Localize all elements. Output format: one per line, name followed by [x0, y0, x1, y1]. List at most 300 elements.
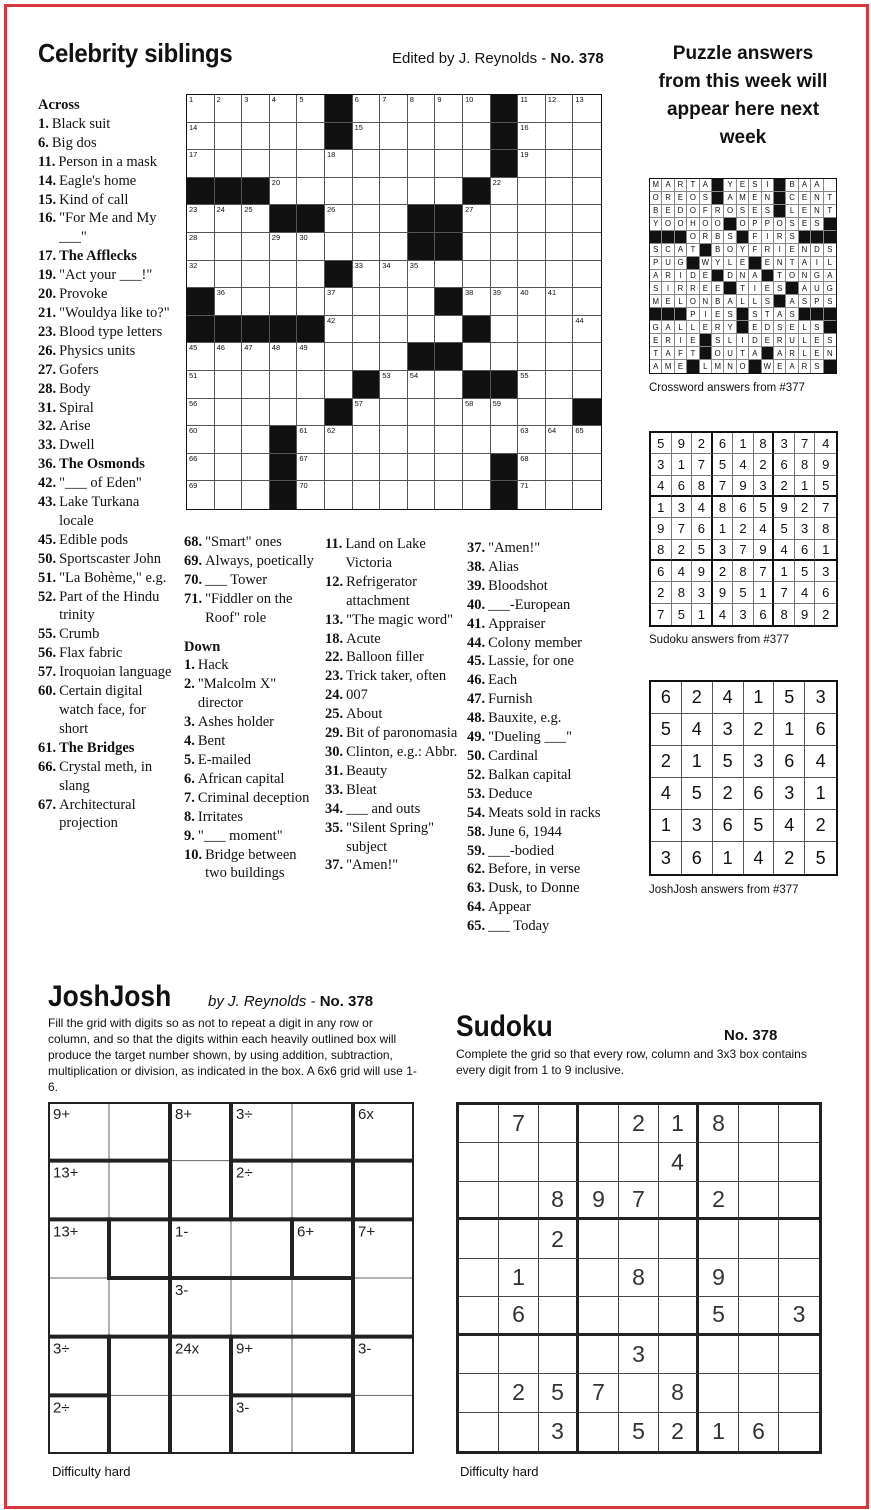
crossword-cell[interactable]: [297, 399, 325, 427]
crossword-cell[interactable]: [573, 261, 601, 289]
crossword-cell[interactable]: [215, 95, 243, 123]
crossword-cell[interactable]: [491, 261, 519, 289]
sudoku-empty-cell[interactable]: [459, 1374, 499, 1412]
crossword-cell[interactable]: [546, 95, 574, 123]
crossword-cell[interactable]: [573, 371, 601, 399]
crossword-cell[interactable]: [270, 371, 298, 399]
sudoku-empty-cell[interactable]: [739, 1297, 779, 1335]
crossword-cell[interactable]: [325, 205, 353, 233]
crossword-cell[interactable]: [463, 454, 491, 482]
sudoku-given-cell[interactable]: 5: [619, 1413, 659, 1451]
crossword-cell[interactable]: [242, 426, 270, 454]
sudoku-given-cell[interactable]: 2: [699, 1182, 739, 1220]
crossword-cell[interactable]: [573, 178, 601, 206]
crossword-cell[interactable]: [380, 261, 408, 289]
crossword-cell[interactable]: [408, 454, 436, 482]
crossword-cell[interactable]: [297, 150, 325, 178]
sudoku-empty-cell[interactable]: [499, 1336, 539, 1374]
clue-number: 4.: [184, 733, 195, 750]
crossword-cell[interactable]: [325, 481, 353, 509]
crossword-cell[interactable]: [518, 371, 546, 399]
sudoku-grid[interactable]: [456, 1102, 822, 1454]
crossword-cell[interactable]: [353, 178, 381, 206]
sudoku-empty-cell[interactable]: [779, 1336, 819, 1374]
sudoku-empty-cell[interactable]: [779, 1374, 819, 1412]
sudoku-empty-cell[interactable]: [739, 1336, 779, 1374]
crossword-cell[interactable]: [380, 123, 408, 151]
joshjosh-grid[interactable]: [48, 1102, 414, 1454]
crossword-cell[interactable]: [242, 399, 270, 427]
crossword-cell[interactable]: [353, 288, 381, 316]
crossword-cell[interactable]: [435, 399, 463, 427]
crossword-cell[interactable]: [242, 261, 270, 289]
sudoku-empty-cell[interactable]: [539, 1105, 579, 1143]
crossword-cell[interactable]: [215, 150, 243, 178]
crossword-cell[interactable]: [518, 150, 546, 178]
crossword-cell[interactable]: [435, 95, 463, 123]
crossword-cell[interactable]: [546, 288, 574, 316]
crossword-cell[interactable]: [463, 481, 491, 509]
crossword-cell[interactable]: [242, 205, 270, 233]
sudoku-given-cell[interactable]: 4: [659, 1143, 699, 1181]
sudoku-given-cell[interactable]: 7: [579, 1374, 619, 1412]
clue-item: [184, 732, 320, 751]
answer-cell: N: [762, 192, 774, 205]
crossword-cell[interactable]: [408, 316, 436, 344]
crossword-cell[interactable]: [573, 123, 601, 151]
clue-number: 20: [271, 177, 281, 187]
sudoku-empty-cell[interactable]: [699, 1374, 739, 1412]
crossword-cell[interactable]: [491, 233, 519, 261]
crossword-cell[interactable]: [353, 426, 381, 454]
crossword-cell[interactable]: [215, 288, 243, 316]
crossword-cell[interactable]: [270, 399, 298, 427]
sudoku-given-cell[interactable]: 8: [619, 1259, 659, 1297]
crossword-cell[interactable]: [491, 205, 519, 233]
sudoku-given-cell[interactable]: 1: [499, 1259, 539, 1297]
sudoku-given-cell[interactable]: 6: [739, 1413, 779, 1451]
sudoku-empty-cell[interactable]: [459, 1259, 499, 1297]
clue-number: 54: [409, 371, 419, 380]
crossword-cell[interactable]: [297, 343, 325, 371]
crossword-cell[interactable]: [518, 233, 546, 261]
crossword-cell[interactable]: [297, 288, 325, 316]
sudoku-given-cell[interactable]: 8: [659, 1374, 699, 1412]
crossword-cell[interactable]: [435, 150, 463, 178]
crossword-cell[interactable]: [546, 178, 574, 206]
sudoku-given-cell[interactable]: 5: [699, 1297, 739, 1335]
crossword-cell[interactable]: [408, 178, 436, 206]
crossword-cell[interactable]: [546, 316, 574, 344]
crossword-cell[interactable]: [270, 261, 298, 289]
crossword-cell[interactable]: [325, 233, 353, 261]
crossword-cell[interactable]: [187, 343, 215, 371]
sudoku-given-cell[interactable]: 8: [699, 1105, 739, 1143]
crossword-cell[interactable]: [215, 205, 243, 233]
clue-number: 69.: [184, 552, 203, 569]
sudoku-empty-cell[interactable]: [579, 1413, 619, 1451]
crossword-cell[interactable]: [297, 371, 325, 399]
crossword-cell[interactable]: [463, 95, 491, 123]
crossword-cell[interactable]: [463, 233, 491, 261]
crossword-cell[interactable]: [325, 454, 353, 482]
sudoku-answer-cell: 5: [774, 518, 795, 539]
sudoku-empty-cell[interactable]: [619, 1143, 659, 1181]
crossword-cell[interactable]: [573, 233, 601, 261]
crossword-cell[interactable]: [380, 316, 408, 344]
crossword-cell[interactable]: [463, 261, 491, 289]
crossword-cell[interactable]: [546, 205, 574, 233]
crossword-cell[interactable]: [518, 288, 546, 316]
crossword-cell[interactable]: [380, 205, 408, 233]
crossword-cell[interactable]: [325, 371, 353, 399]
crossword-cell[interactable]: [491, 288, 519, 316]
crossword-cell[interactable]: [242, 481, 270, 509]
sudoku-given-cell[interactable]: 7: [619, 1182, 659, 1220]
crossword-cell[interactable]: [270, 150, 298, 178]
crossword-cell[interactable]: [215, 481, 243, 509]
crossword-cell[interactable]: [325, 178, 353, 206]
clue-number: 14.: [38, 172, 57, 189]
crossword-cell[interactable]: [187, 233, 215, 261]
sudoku-empty-cell[interactable]: [539, 1259, 579, 1297]
crossword-cell[interactable]: [435, 261, 463, 289]
sudoku-empty-cell[interactable]: [779, 1413, 819, 1451]
crossword-cell[interactable]: [573, 454, 601, 482]
crossword-cell[interactable]: [187, 205, 215, 233]
crossword-cell[interactable]: [380, 178, 408, 206]
crossword-cell[interactable]: [187, 123, 215, 151]
sudoku-given-cell[interactable]: 8: [539, 1182, 579, 1220]
crossword-cell[interactable]: [435, 316, 463, 344]
crossword-cell[interactable]: [215, 454, 243, 482]
sudoku-empty-cell[interactable]: [499, 1220, 539, 1258]
crossword-cell[interactable]: [435, 454, 463, 482]
crossword-cell[interactable]: [297, 178, 325, 206]
crossword-cell[interactable]: [546, 343, 574, 371]
sudoku-empty-cell[interactable]: [579, 1259, 619, 1297]
sudoku-empty-cell[interactable]: [499, 1143, 539, 1181]
crossword-cell[interactable]: [325, 316, 353, 344]
sudoku-empty-cell[interactable]: [699, 1220, 739, 1258]
sudoku-empty-cell[interactable]: [499, 1413, 539, 1451]
sudoku-given-cell[interactable]: 1: [659, 1105, 699, 1143]
crossword-cell[interactable]: [353, 95, 381, 123]
sudoku-empty-cell[interactable]: [779, 1220, 819, 1258]
crossword-cell[interactable]: [325, 343, 353, 371]
sudoku-empty-cell[interactable]: [779, 1259, 819, 1297]
joshjosh-answer-cell: 6: [682, 842, 713, 874]
crossword-cell[interactable]: [435, 481, 463, 509]
crossword-cell[interactable]: [353, 205, 381, 233]
sudoku-empty-cell[interactable]: [739, 1259, 779, 1297]
crossword-cell[interactable]: [408, 288, 436, 316]
crossword-cell[interactable]: [518, 123, 546, 151]
crossword-cell[interactable]: [187, 150, 215, 178]
crossword-cell[interactable]: [242, 454, 270, 482]
crossword-cell[interactable]: [573, 150, 601, 178]
black-square: [700, 347, 712, 360]
clue-text: Lassie, for one: [488, 653, 574, 670]
crossword-cell[interactable]: [573, 205, 601, 233]
crossword-cell[interactable]: [463, 343, 491, 371]
sudoku-empty-cell[interactable]: [459, 1220, 499, 1258]
sudoku-empty-cell[interactable]: [739, 1143, 779, 1181]
sudoku-empty-cell[interactable]: [739, 1374, 779, 1412]
sudoku-given-cell[interactable]: 7: [499, 1105, 539, 1143]
crossword-cell[interactable]: [215, 123, 243, 151]
crossword-cell[interactable]: [518, 481, 546, 509]
crossword-cell[interactable]: [270, 178, 298, 206]
sudoku-title: Sudoku: [456, 1010, 553, 1043]
sudoku-given-cell[interactable]: 2: [659, 1413, 699, 1451]
crossword-cell[interactable]: [380, 371, 408, 399]
sudoku-given-cell[interactable]: 3: [779, 1297, 819, 1335]
sudoku-empty-cell[interactable]: [779, 1182, 819, 1220]
sudoku-empty-cell[interactable]: [459, 1413, 499, 1451]
sudoku-empty-cell[interactable]: [659, 1259, 699, 1297]
crossword-cell[interactable]: [187, 371, 215, 399]
crossword-cell[interactable]: [187, 261, 215, 289]
sudoku-empty-cell[interactable]: [619, 1220, 659, 1258]
crossword-cell[interactable]: [270, 123, 298, 151]
sudoku-given-cell[interactable]: 1: [699, 1413, 739, 1451]
crossword-cell[interactable]: [518, 205, 546, 233]
crossword-cell[interactable]: [546, 123, 574, 151]
crossword-cell[interactable]: [187, 454, 215, 482]
sudoku-given-cell[interactable]: 2: [539, 1220, 579, 1258]
crossword-cell[interactable]: [353, 233, 381, 261]
sudoku-given-cell[interactable]: 2: [619, 1105, 659, 1143]
crossword-cell[interactable]: [380, 288, 408, 316]
sudoku-empty-cell[interactable]: [659, 1182, 699, 1220]
crossword-cell[interactable]: [463, 205, 491, 233]
clue-item: [38, 115, 174, 134]
crossword-cell[interactable]: [408, 426, 436, 454]
sudoku-empty-cell[interactable]: [579, 1220, 619, 1258]
crossword-cell[interactable]: [297, 481, 325, 509]
crossword-cell[interactable]: [187, 426, 215, 454]
sudoku-empty-cell[interactable]: [579, 1143, 619, 1181]
crossword-cell[interactable]: [380, 399, 408, 427]
crossword-cell[interactable]: [408, 150, 436, 178]
answer-cell: P: [749, 218, 761, 231]
crossword-cell[interactable]: [546, 233, 574, 261]
sudoku-given-cell[interactable]: 9: [579, 1182, 619, 1220]
sudoku-empty-cell[interactable]: [619, 1374, 659, 1412]
crossword-cell[interactable]: [380, 95, 408, 123]
crossword-cell[interactable]: [187, 399, 215, 427]
sudoku-empty-cell[interactable]: [459, 1105, 499, 1143]
crossword-cell[interactable]: [546, 150, 574, 178]
crossword-cell[interactable]: [518, 426, 546, 454]
crossword-cell[interactable]: [435, 178, 463, 206]
crossword-cell[interactable]: [573, 426, 601, 454]
crossword-cell[interactable]: [242, 371, 270, 399]
crossword-cell[interactable]: [435, 371, 463, 399]
crossword-grid[interactable]: [186, 94, 602, 510]
crossword-cell[interactable]: [435, 123, 463, 151]
crossword-cell[interactable]: [518, 178, 546, 206]
crossword-cell[interactable]: [353, 481, 381, 509]
crossword-cell[interactable]: [297, 233, 325, 261]
crossword-cell[interactable]: [380, 426, 408, 454]
crossword-cell[interactable]: [353, 123, 381, 151]
sudoku-empty-cell[interactable]: [499, 1182, 539, 1220]
crossword-cell[interactable]: [408, 123, 436, 151]
sudoku-given-cell[interactable]: 5: [539, 1374, 579, 1412]
sudoku-empty-cell[interactable]: [619, 1297, 659, 1335]
sudoku-answer-cell: 5: [692, 540, 713, 561]
answer-cell: O: [737, 360, 749, 373]
crossword-cell[interactable]: [353, 261, 381, 289]
sudoku-empty-cell[interactable]: [699, 1143, 739, 1181]
sudoku-answer-cell: 2: [822, 606, 830, 622]
crossword-cell[interactable]: [297, 454, 325, 482]
crossword-cell[interactable]: [242, 288, 270, 316]
sudoku-empty-cell[interactable]: [739, 1220, 779, 1258]
crossword-cell[interactable]: [491, 426, 519, 454]
crossword-cell[interactable]: [353, 343, 381, 371]
crossword-cell[interactable]: [242, 343, 270, 371]
crossword-cell[interactable]: [215, 399, 243, 427]
crossword-cell[interactable]: [518, 454, 546, 482]
crossword-cell[interactable]: [270, 288, 298, 316]
crossword-cell[interactable]: [546, 261, 574, 289]
crossword-cell[interactable]: [325, 150, 353, 178]
crossword-cell[interactable]: [242, 95, 270, 123]
crossword-cell[interactable]: [463, 399, 491, 427]
sudoku-given-cell[interactable]: 6: [499, 1297, 539, 1335]
sudoku-empty-cell[interactable]: [459, 1143, 499, 1181]
crossword-cell[interactable]: [215, 426, 243, 454]
crossword-cell[interactable]: [380, 233, 408, 261]
crossword-cell[interactable]: [573, 288, 601, 316]
sudoku-empty-cell[interactable]: [579, 1336, 619, 1374]
crossword-cell[interactable]: [187, 481, 215, 509]
crossword-cell[interactable]: [518, 261, 546, 289]
clue-item: [184, 751, 320, 770]
crossword-cell[interactable]: [380, 454, 408, 482]
sudoku-empty-cell[interactable]: [659, 1220, 699, 1258]
crossword-cell[interactable]: [380, 481, 408, 509]
crossword-cell[interactable]: [380, 343, 408, 371]
sudoku-empty-cell[interactable]: [659, 1297, 699, 1335]
sudoku-empty-cell[interactable]: [459, 1336, 499, 1374]
sudoku-given-cell[interactable]: 2: [499, 1374, 539, 1412]
crossword-cell[interactable]: [215, 371, 243, 399]
sudoku-given-cell[interactable]: 3: [619, 1336, 659, 1374]
crossword-cell[interactable]: [491, 343, 519, 371]
crossword-cell[interactable]: [353, 399, 381, 427]
crossword-cell[interactable]: [463, 150, 491, 178]
sudoku-given-cell[interactable]: 9: [699, 1259, 739, 1297]
crossword-cell[interactable]: [215, 233, 243, 261]
crossword-cell[interactable]: [546, 426, 574, 454]
crossword-cell[interactable]: [353, 150, 381, 178]
crossword-cell[interactable]: [573, 343, 601, 371]
sudoku-empty-cell[interactable]: [459, 1297, 499, 1335]
sudoku-given-cell[interactable]: 3: [539, 1413, 579, 1451]
crossword-cell[interactable]: [215, 261, 243, 289]
crossword-cell[interactable]: [215, 343, 243, 371]
crossword-cell[interactable]: [380, 150, 408, 178]
sudoku-empty-cell[interactable]: [659, 1336, 699, 1374]
crossword-cell[interactable]: [325, 288, 353, 316]
crossword-cell[interactable]: [408, 399, 436, 427]
sudoku-empty-cell[interactable]: [779, 1143, 819, 1181]
sudoku-answer-cell: 9: [672, 433, 693, 454]
sudoku-empty-cell[interactable]: [699, 1336, 739, 1374]
crossword-cell[interactable]: [435, 426, 463, 454]
crossword-cell[interactable]: [408, 371, 436, 399]
sudoku-empty-cell[interactable]: [579, 1297, 619, 1335]
crossword-cell[interactable]: [242, 123, 270, 151]
crossword-cell[interactable]: [573, 95, 601, 123]
crossword-cell[interactable]: [297, 261, 325, 289]
crossword-cell[interactable]: [518, 399, 546, 427]
sudoku-empty-cell[interactable]: [539, 1143, 579, 1181]
crossword-cell[interactable]: [546, 481, 574, 509]
sudoku-answer-cell: 2: [754, 454, 775, 475]
sudoku-empty-cell[interactable]: [539, 1297, 579, 1335]
sudoku-empty-cell[interactable]: [459, 1182, 499, 1220]
crossword-cell[interactable]: [187, 95, 215, 123]
crossword-cell[interactable]: [408, 481, 436, 509]
crossword-cell[interactable]: [491, 316, 519, 344]
crossword-cell[interactable]: [242, 150, 270, 178]
crossword-cell[interactable]: [408, 261, 436, 289]
sudoku-empty-cell[interactable]: [739, 1182, 779, 1220]
crossword-cell[interactable]: [573, 316, 601, 344]
crossword-cell[interactable]: [518, 316, 546, 344]
sudoku-empty-cell[interactable]: [539, 1336, 579, 1374]
crossword-cell[interactable]: [573, 481, 601, 509]
crossword-cell[interactable]: [353, 316, 381, 344]
answer-cell: I: [662, 282, 674, 295]
crossword-cell[interactable]: [518, 95, 546, 123]
crossword-cell[interactable]: [546, 399, 574, 427]
joshjosh-answer-cell: 3: [651, 842, 682, 874]
answer-cell: O: [724, 205, 736, 218]
crossword-cell[interactable]: [546, 454, 574, 482]
cage-clue: 2÷: [53, 1399, 70, 1417]
black-square: [662, 231, 674, 244]
sudoku-empty-cell[interactable]: [779, 1105, 819, 1143]
answer-cell: [824, 179, 836, 192]
crossword-cell[interactable]: [491, 178, 519, 206]
crossword-cell[interactable]: [297, 123, 325, 151]
crossword-cell[interactable]: [297, 426, 325, 454]
crossword-cell[interactable]: [463, 123, 491, 151]
sudoku-empty-cell[interactable]: [739, 1105, 779, 1143]
crossword-cell[interactable]: [325, 426, 353, 454]
crossword-cell[interactable]: [270, 233, 298, 261]
crossword-cell[interactable]: [463, 288, 491, 316]
sudoku-answer-cell: 6: [672, 476, 693, 497]
crossword-cell[interactable]: [270, 343, 298, 371]
crossword-cell[interactable]: [408, 95, 436, 123]
crossword-cell[interactable]: [242, 233, 270, 261]
crossword-cell[interactable]: [491, 399, 519, 427]
crossword-cell[interactable]: [270, 95, 298, 123]
crossword-cell[interactable]: [518, 343, 546, 371]
crossword-cell[interactable]: [353, 454, 381, 482]
crossword-cell[interactable]: [463, 426, 491, 454]
sudoku-empty-cell[interactable]: [579, 1105, 619, 1143]
crossword-cell[interactable]: [297, 95, 325, 123]
crossword-cell[interactable]: [546, 371, 574, 399]
